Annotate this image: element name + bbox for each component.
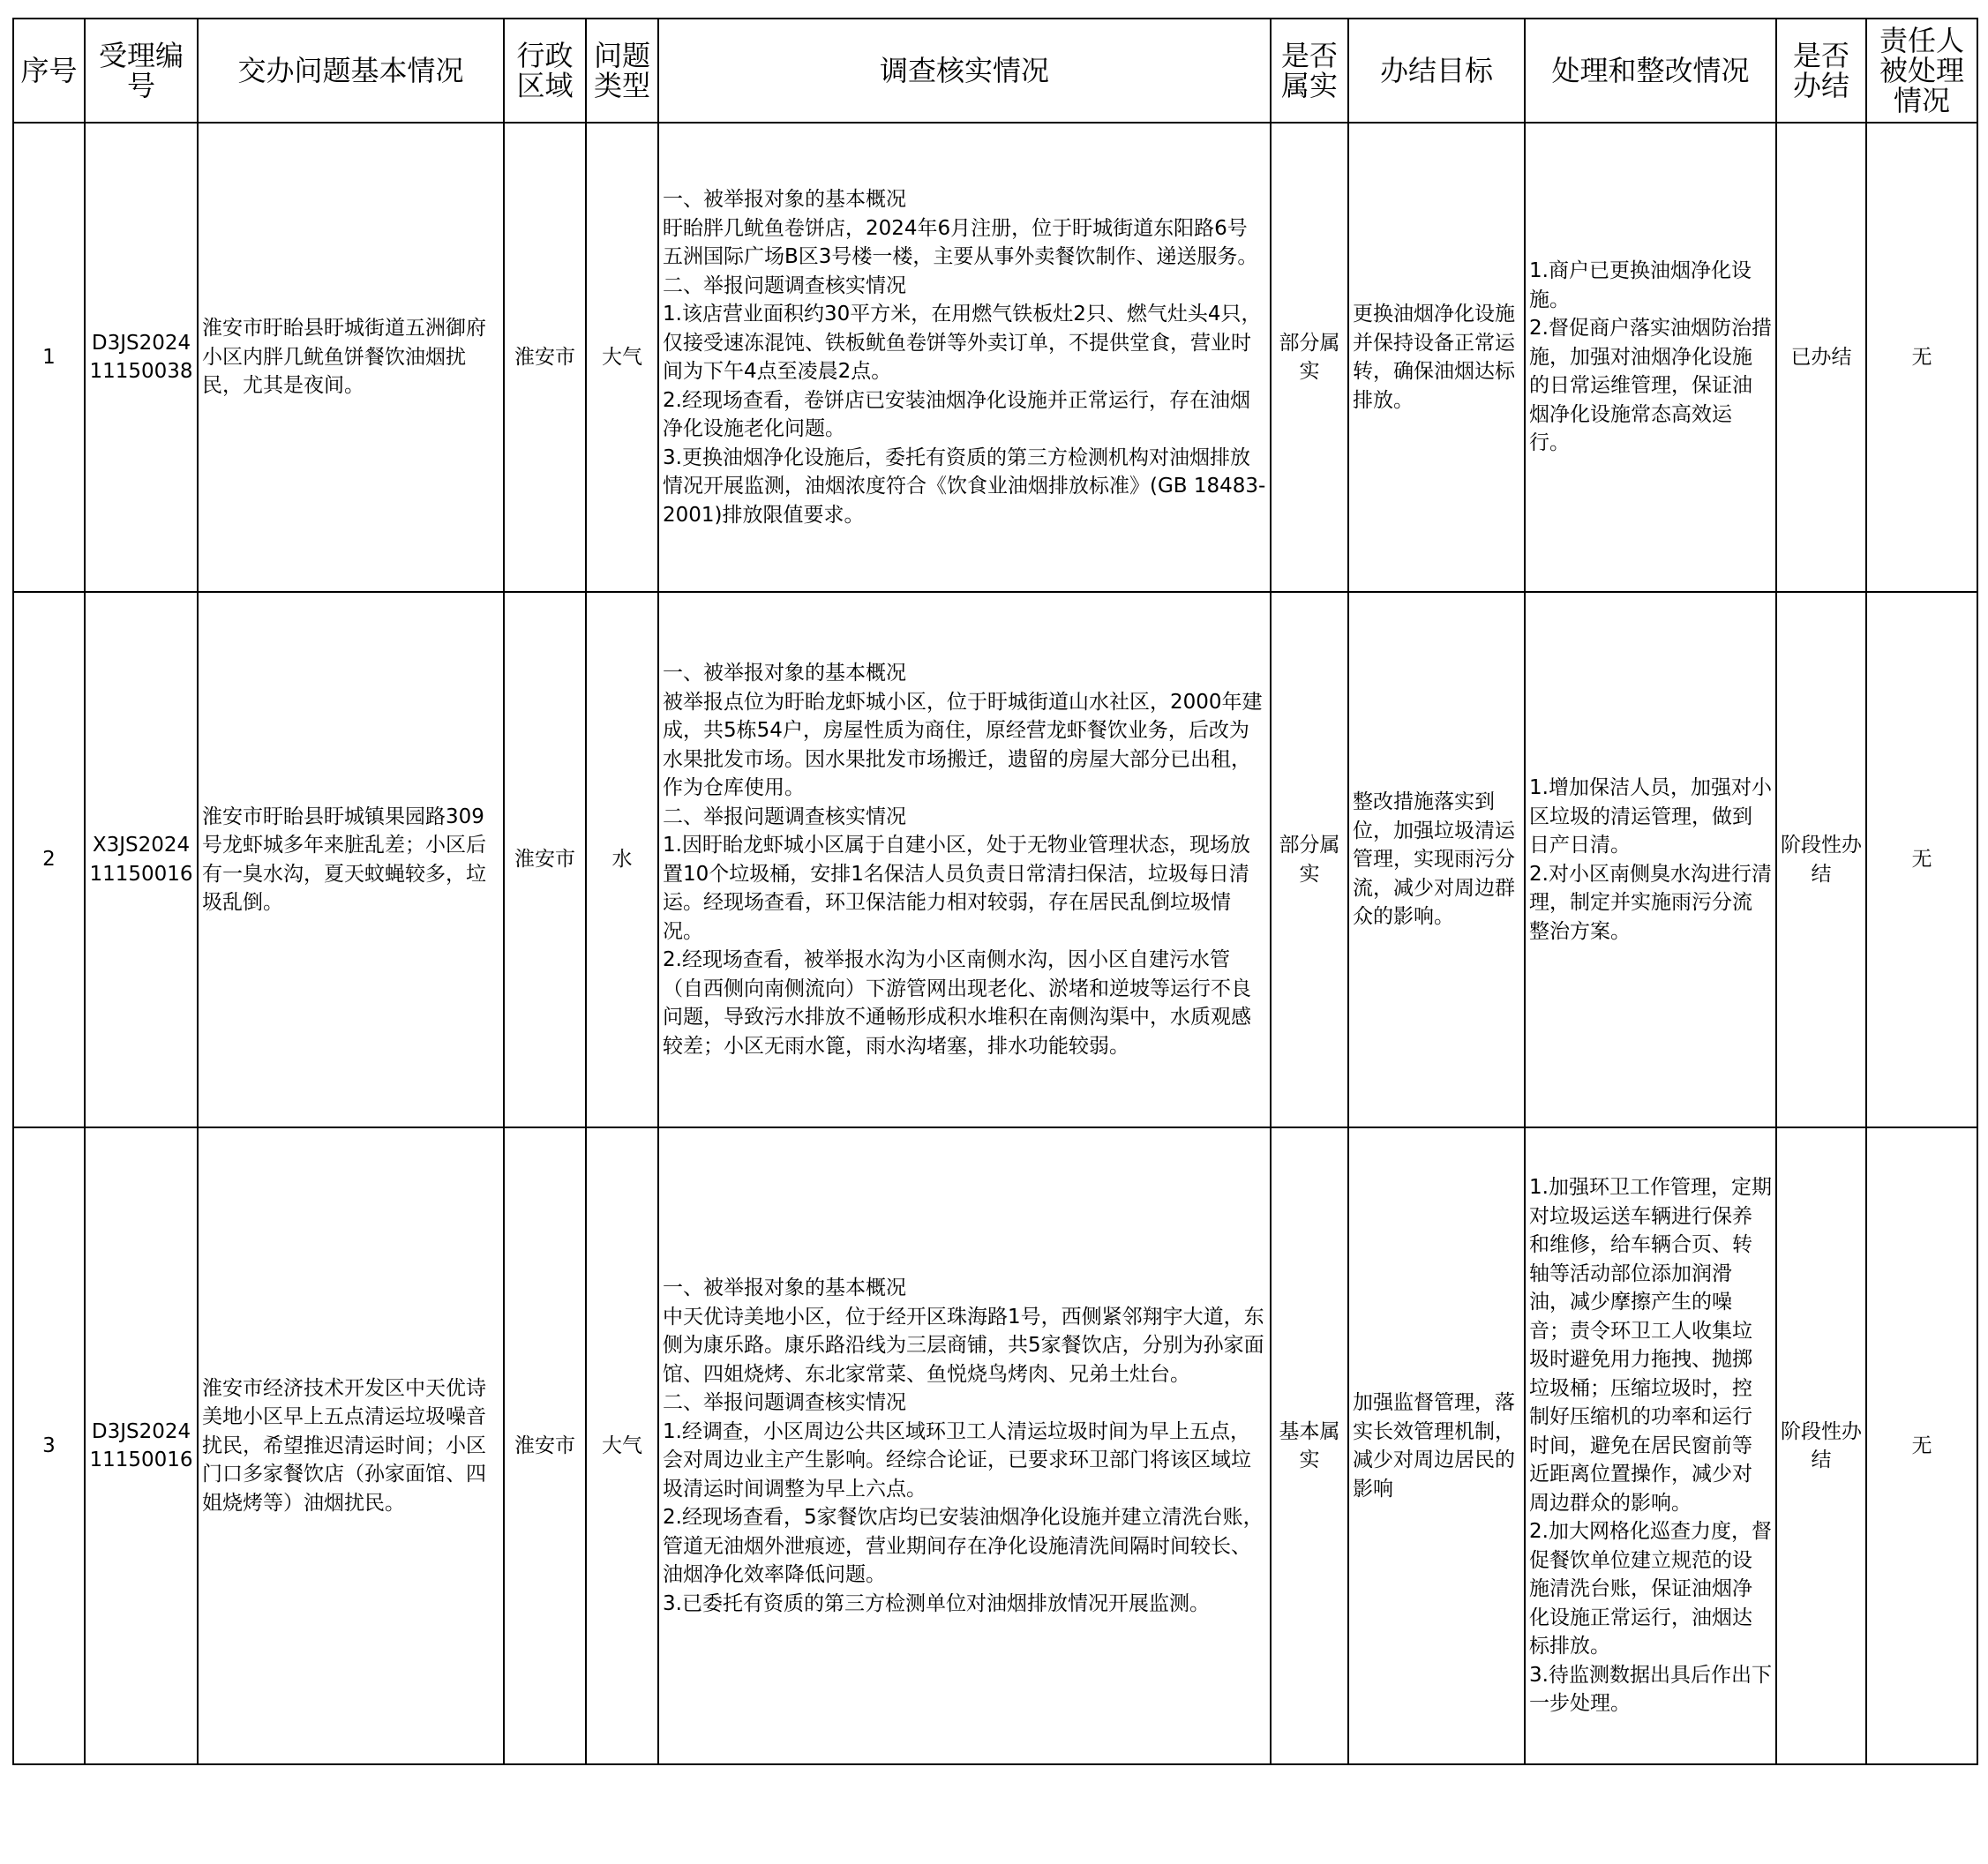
header-issue: 交办问题基本情况 bbox=[198, 19, 504, 123]
header-punished: 责任人被处理情况 bbox=[1866, 19, 1977, 123]
cell-region: 淮安市 bbox=[504, 592, 586, 1127]
table-row bbox=[13, 1127, 1977, 1764]
cell-type: 水 bbox=[586, 592, 658, 1127]
cell-true-status: 部分属实 bbox=[1271, 592, 1348, 1127]
cell-issue: 淮安市经济技术开发区中天优诗美地小区早上五点清运垃圾噪音扰民，希望推迟清运时间；小区门口多家餐饮店（孙家面馆、四姐烧烤等）油烟扰民。 bbox=[198, 1127, 504, 1764]
cell-true-status: 部分属实 bbox=[1271, 123, 1348, 592]
cell-investigation: 一、被举报对象的基本概况 被举报点位为盱眙龙虾城小区，位于盱城街道山水社区，2000年建成，共5栋54户，房屋性质为商住，原经营龙虾餐饮业务，后改为水果批发市场。因水果批发市场搬迁，遗留的房屋大部分已出租，作为仓库使用。 二、举报问题调查核实情况 1.因盱眙龙虾城小区属于自建小区，处于无物业管理状态，现场放置10个垃圾桶，安排1名保洁人员负责日常清扫保洁，垃圾每日清运。经现场查看，环卫保洁能力相对较弱，存在居民乱倒垃圾情况。 2.经现场查看，被举报水沟为小区南侧水沟，因小区自建污水管（自西侧向南侧流向）下游管网出现老化、淤堵和逆坡等运行不良问题，导致污水排放不通畅形成积水堆积在南侧沟渠中，水质观感较差；小区无雨水篦，雨水沟堵塞，排水功能较弱。 bbox=[658, 592, 1271, 1127]
cell-investigation: 一、被举报对象的基本概况 中天优诗美地小区，位于经开区珠海路1号，西侧紧邻翔宇大道，东侧为康乐路。康乐路沿线为三层商铺，共5家餐饮店，分别为孙家面馆、四姐烧烤、东北家常菜、鱼悦烧鸟烤肉、兄弟土灶台。 二、举报问题调查核实情况 1.经调查，小区周边公共区域环卫工人清运垃圾时间为早上五点，会对周边业主产生影响。经综合论证，已要求环卫部门将该区域垃圾清运时间调整为早上六点。 2.经现场查看，5家餐饮店均已安装油烟净化设施并建立清洗台账，管道无油烟外泄痕迹，营业期间存在净化设施清洗间隔时间较长、油烟净化效率降低问题。 3.已委托有资质的第三方检测单位对油烟排放情况开展监测。 bbox=[658, 1127, 1271, 1764]
cell-seq: 2 bbox=[13, 592, 85, 1127]
cell-closed: 已办结 bbox=[1776, 123, 1866, 592]
cell-issue: 淮安市盱眙县盱城街道五洲御府小区内胖几鱿鱼饼餐饮油烟扰民，尤其是夜间。 bbox=[198, 123, 504, 592]
cell-region: 淮安市 bbox=[504, 1127, 586, 1764]
header-type: 问题类型 bbox=[586, 19, 658, 123]
cell-id: X3JS2024 11150016 bbox=[85, 592, 198, 1127]
cell-goal: 更换油烟净化设施并保持设备正常运转，确保油烟达标排放。 bbox=[1348, 123, 1525, 592]
table-row bbox=[13, 592, 1977, 1127]
cell-closed: 阶段性办结 bbox=[1776, 592, 1866, 1127]
cell-handling: 1.增加保洁人员，加强对小区垃圾的清运管理，做到日产日清。 2.对小区南侧臭水沟进行清理，制定并实施雨污分流整治方案。 bbox=[1525, 592, 1776, 1127]
cell-region: 淮安市 bbox=[504, 123, 586, 592]
cell-seq: 3 bbox=[13, 1127, 85, 1764]
complaint-table bbox=[12, 18, 1978, 1765]
header-seq: 序号 bbox=[13, 19, 85, 123]
header-id: 受理编号 bbox=[85, 19, 198, 123]
cell-punished: 无 bbox=[1866, 1127, 1977, 1764]
cell-closed: 阶段性办结 bbox=[1776, 1127, 1866, 1764]
cell-id: D3JS2024 11150038 bbox=[85, 123, 198, 592]
table-row bbox=[13, 123, 1977, 592]
cell-issue: 淮安市盱眙县盱城镇果园路309号龙虾城多年来脏乱差；小区后有一臭水沟，夏天蚊蝇较多，垃圾乱倒。 bbox=[198, 592, 504, 1127]
header-row bbox=[13, 19, 1977, 123]
cell-type: 大气 bbox=[586, 123, 658, 592]
header-closed: 是否办结 bbox=[1776, 19, 1866, 123]
header-handling: 处理和整改情况 bbox=[1525, 19, 1776, 123]
header-investigation: 调查核实情况 bbox=[658, 19, 1271, 123]
cell-handling: 1.商户已更换油烟净化设施。 2.督促商户落实油烟防治措施，加强对油烟净化设施的日常运维管理，保证油烟净化设施常态高效运行。 bbox=[1525, 123, 1776, 592]
cell-true-status: 基本属实 bbox=[1271, 1127, 1348, 1764]
header-true-status: 是否属实 bbox=[1271, 19, 1348, 123]
cell-punished: 无 bbox=[1866, 592, 1977, 1127]
cell-type: 大气 bbox=[586, 1127, 658, 1764]
cell-goal: 加强监督管理，落实长效管理机制，减少对周边居民的影响 bbox=[1348, 1127, 1525, 1764]
cell-seq: 1 bbox=[13, 123, 85, 592]
cell-handling: 1.加强环卫工作管理，定期对垃圾运送车辆进行保养和维修，给车辆合页、转轴等活动部位添加润滑油，减少摩擦产生的噪音；责令环卫工人收集垃圾时避免用力拖拽、抛掷垃圾桶；压缩垃圾时，控制好压缩机的功率和运行时间，避免在居民窗前等近距离位置操作，减少对周边群众的影响。 2.加大网格化巡查力度，督促餐饮单位建立规范的设施清洗台账，保证油烟净化设施正常运行，油烟达标排放。 3.待监测数据出具后作出下一步处理。 bbox=[1525, 1127, 1776, 1764]
cell-investigation: 一、被举报对象的基本概况 盱眙胖几鱿鱼卷饼店，2024年6月注册，位于盱城街道东阳路6号五洲国际广场B区3号楼一楼，主要从事外卖餐饮制作、递送服务。 二、举报问题调查核实情况 1.该店营业面积约30平方米，在用燃气铁板灶2只、燃气灶头4只，仅接受速冻混饨、铁板鱿鱼卷饼等外卖订单，不提供堂食，营业时间为下午4点至凌晨2点。 2.经现场查看，卷饼店已安装油烟净化设施并正常运行，存在油烟净化设施老化问题。 3.更换油烟净化设施后，委托有资质的第三方检测机构对油烟排放情况开展监测，油烟浓度符合《饮食业油烟排放标准》(GB 18483-2001)排放限值要求。 bbox=[658, 123, 1271, 592]
cell-goal: 整改措施落实到位，加强垃圾清运管理，实现雨污分流，减少对周边群众的影响。 bbox=[1348, 592, 1525, 1127]
cell-punished: 无 bbox=[1866, 123, 1977, 592]
header-region: 行政区域 bbox=[504, 19, 586, 123]
header-goal: 办结目标 bbox=[1348, 19, 1525, 123]
cell-id: D3JS2024 11150016 bbox=[85, 1127, 198, 1764]
